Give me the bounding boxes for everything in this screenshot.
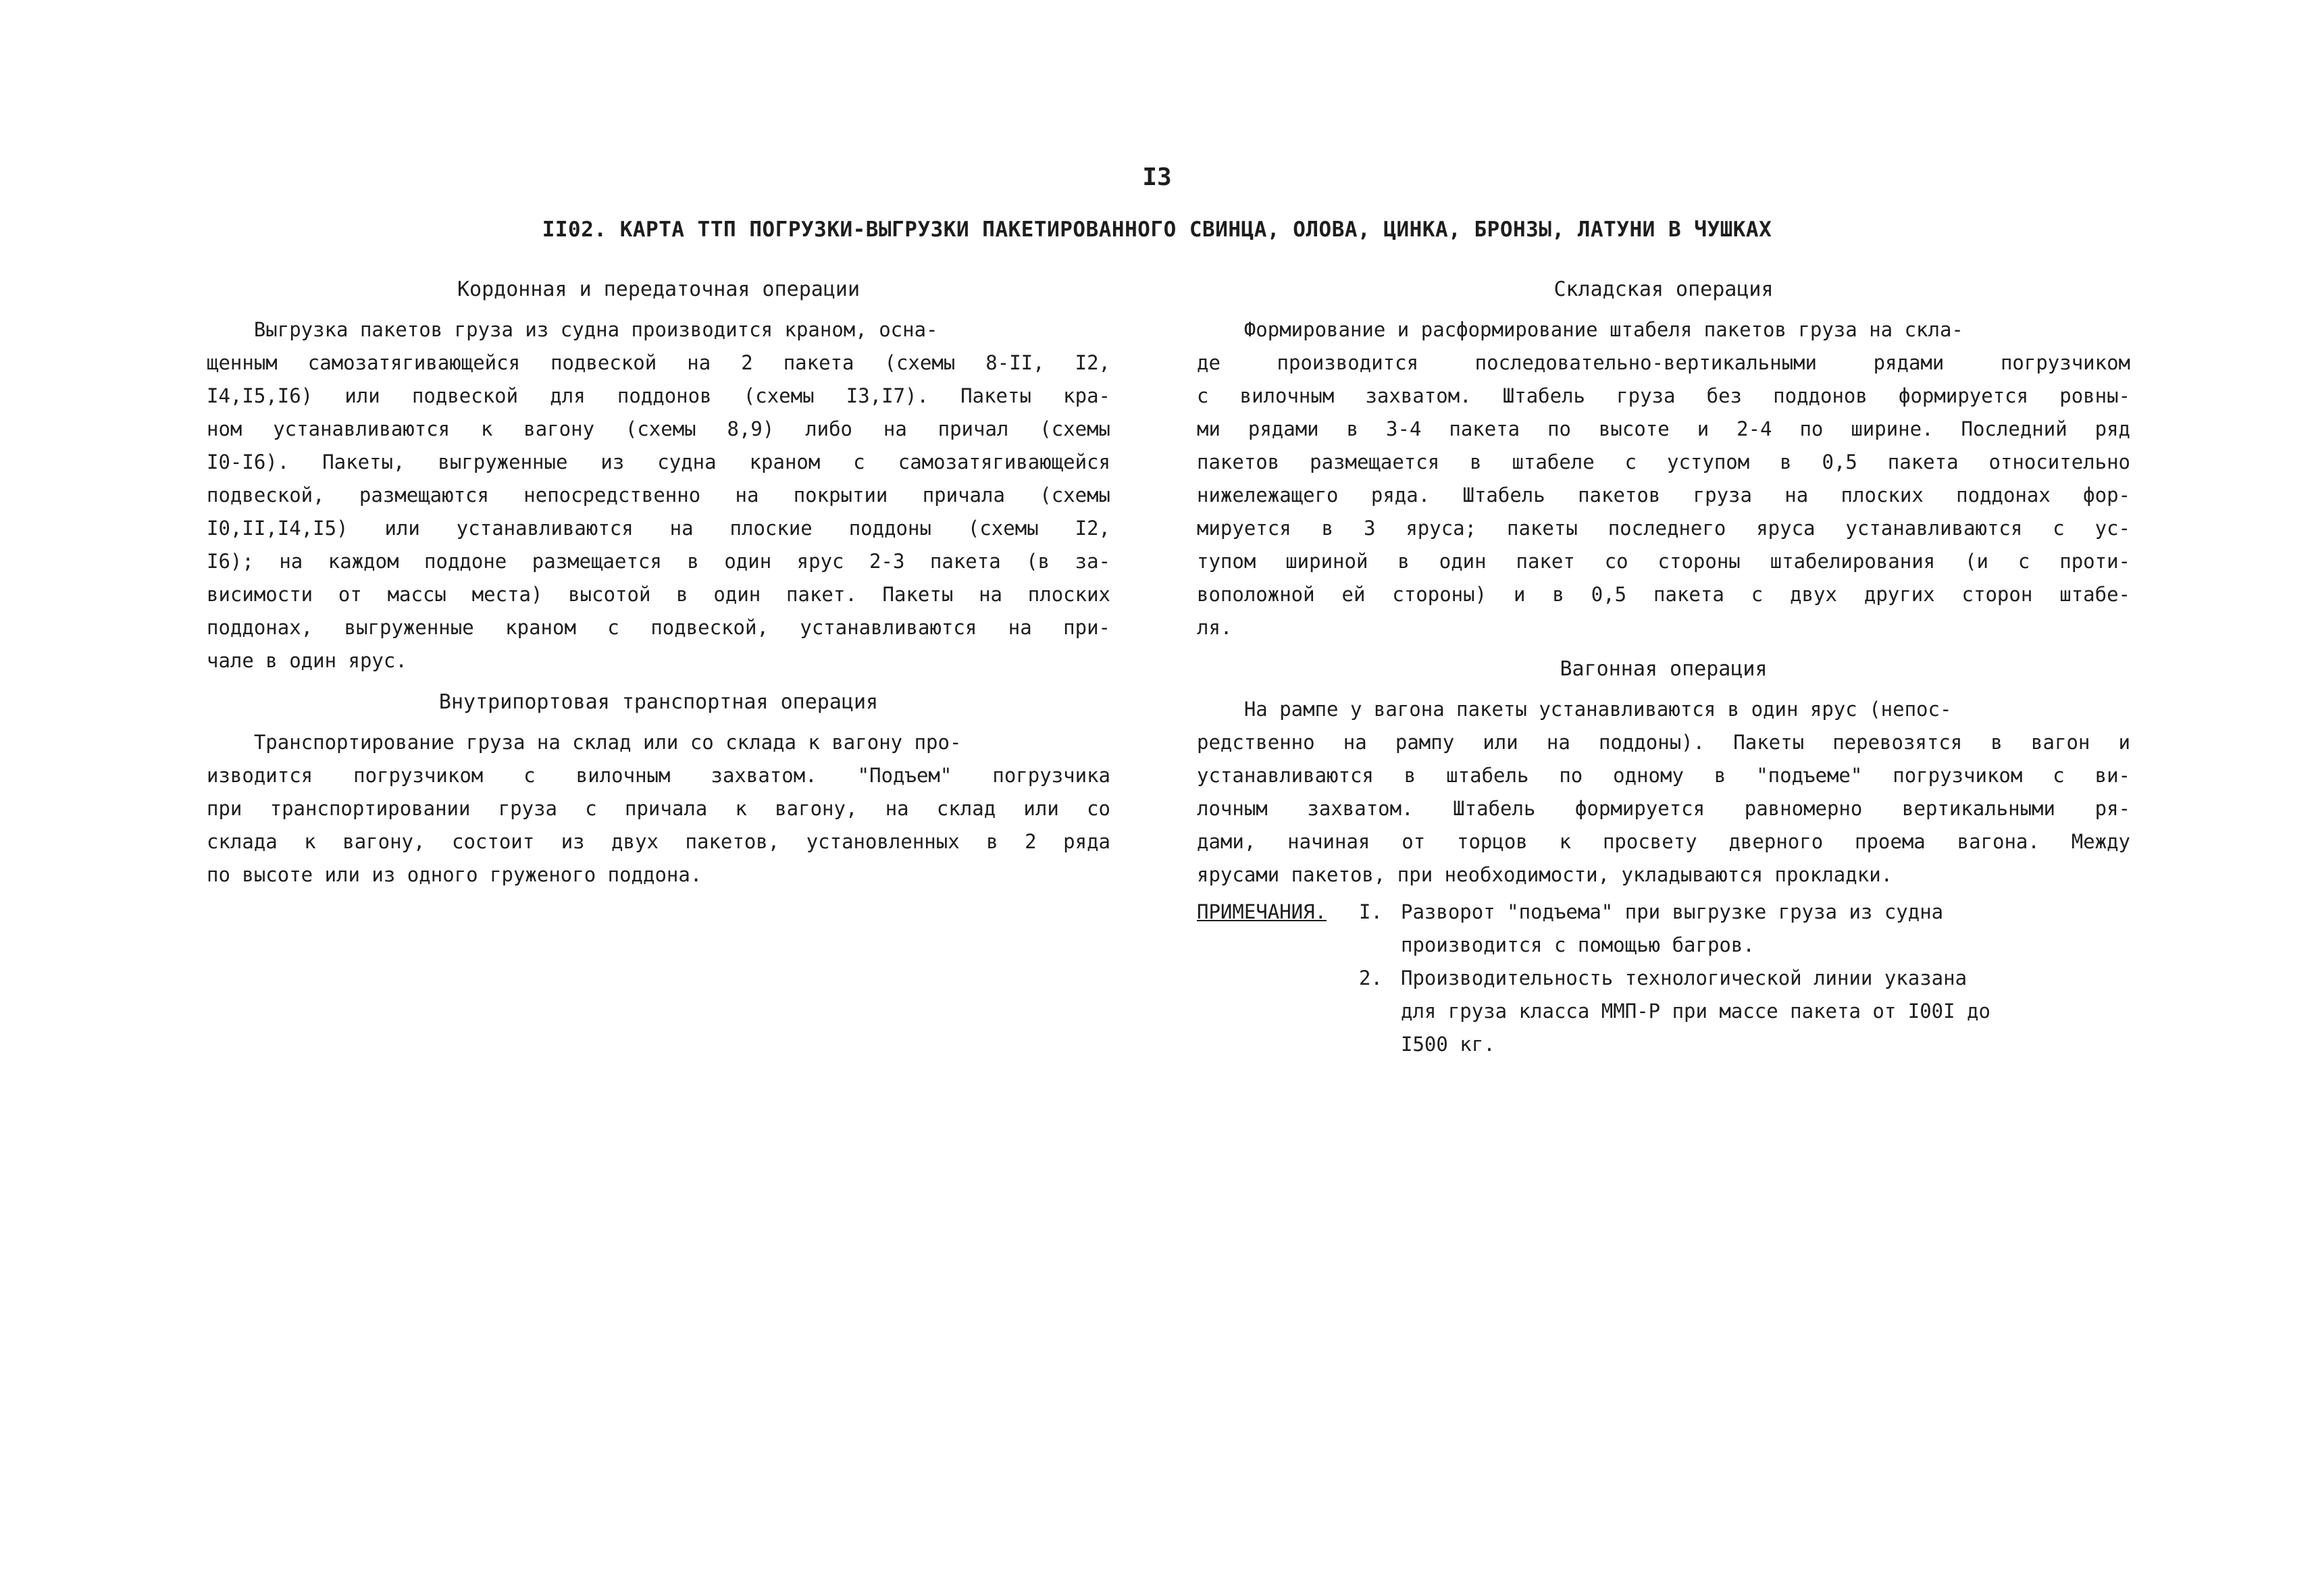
text-line: ля. xyxy=(1197,616,1233,639)
section-heading-wagon-operation: Вагонная операция xyxy=(1560,657,1768,681)
text-line: тупом шириной в один пакет со стороны штабелирования (и с проти- xyxy=(1197,550,2130,573)
page-number: I3 xyxy=(1142,163,1172,191)
paragraph-cordon-operation xyxy=(207,313,1110,677)
text-line: де производится последовательно-вертикальными рядами погрузчиком xyxy=(1197,351,2130,374)
section-heading-warehouse-operation: Складская операция xyxy=(1553,278,1774,301)
text-line: устанавливаются в штабель по одному в "подъеме" погрузчиком с ви- xyxy=(1197,764,2130,787)
note-line: для груза класса ММП-Р при массе пакета от I00I до xyxy=(1401,1000,1990,1023)
text-line: ном устанавливаются к вагону (схемы 8,9) либо на причал (схемы xyxy=(207,417,1110,440)
notes-block xyxy=(1197,896,2130,1061)
paragraph-wagon-operation xyxy=(1197,693,2130,892)
text-line: I4,I5,I6) или подвеской для поддонов (схемы I3,I7). Пакеты кра- xyxy=(207,384,1110,407)
text-line: подвеской, размещаются непосредственно на покрытии причала (схемы xyxy=(207,484,1110,507)
text-line: щенным самозатягивающейся подвеской на 2 пакета (схемы 8-II, I2, xyxy=(207,351,1110,374)
note-line: Производительность технологической линии указана xyxy=(1401,967,1968,989)
note-number: I. xyxy=(1359,900,1383,923)
text-line: лочным захватом. Штабель формируется равномерно вертикальными ря- xyxy=(1197,797,2130,820)
text-line: нижележащего ряда. Штабель пакетов груза на плоских поддонах фор- xyxy=(1197,484,2130,507)
paragraph-warehouse-operation xyxy=(1197,313,2130,644)
text-line: по высоте или из одного груженого поддона. xyxy=(207,863,702,886)
text-line: ярусами пакетов, при необходимости, укладываются прокладки. xyxy=(1197,863,1893,886)
text-line: дами, начиная от торцов к просвету дверного проема вагона. Между xyxy=(1197,830,2130,853)
text-line: пакетов размещается в штабеле с уступом в 0,5 пакета относительно xyxy=(1197,451,2130,473)
text-line: I6); на каждом поддоне размещается в один ярус 2-3 пакета (в за- xyxy=(207,550,1110,573)
text-line: Формирование и расформирование штабеля пакетов груза на скла- xyxy=(1197,318,1963,341)
text-line: изводится погрузчиком с вилочным захватом. "Подъем" погрузчика xyxy=(207,764,1110,787)
text-line: склада к вагону, состоит из двух пакетов, установленных в 2 ряда xyxy=(207,830,1110,853)
text-line: висимости от массы места) высотой в один пакет. Пакеты на плоских xyxy=(207,583,1110,606)
text-line: Транспортирование груза на склад или со склада к вагону про- xyxy=(207,731,962,754)
text-line: I0,II,I4,I5) или устанавливаются на плоские поддоны (схемы I2, xyxy=(207,517,1110,540)
text-line: редственно на рампу или на поддоны). Пакеты перевозятся в вагон и xyxy=(1197,731,2130,754)
left-column xyxy=(207,273,1110,892)
note-item xyxy=(1359,962,2130,1061)
notes-title: ПРИМЕЧАНИЯ. xyxy=(1197,900,1327,923)
section-heading-cordon-operation: Кордонная и передаточная операции xyxy=(457,278,860,301)
text-line: с вилочным захватом. Штабель груза без поддонов формируется ровны- xyxy=(1197,384,2130,407)
text-line: поддонах, выгруженные краном с подвеской, устанавливаются на при- xyxy=(207,616,1110,639)
text-line: воположной ей стороны) и в 0,5 пакета с двух других сторон штабе- xyxy=(1197,583,2130,606)
text-line: I0-I6). Пакеты, выгруженные из судна краном с самозатягивающейся xyxy=(207,451,1110,473)
text-line: чале в один ярус. xyxy=(207,649,407,672)
text-line: Выгрузка пакетов груза из судна производится краном, осна- xyxy=(207,318,938,341)
document-title: II02. КАРТА ТТП ПОГРУЗКИ-ВЫГРУЗКИ ПАКЕТИРОВАННОГО СВИНЦА, ОЛОВА, ЦИНКА, БРОНЗЫ, ЛАТУНИ В ЧУШКАХ xyxy=(542,217,1772,242)
note-line: Разворот "подъема" при выгрузке груза из судна xyxy=(1401,900,1944,923)
text-line: На рампе у вагона пакеты устанавливаются в один ярус (непос- xyxy=(1197,698,1952,721)
note-item xyxy=(1359,896,2130,962)
section-heading-intraport-transport: Внутрипортовая транспортная операция xyxy=(438,690,879,714)
text-line: ми рядами в 3-4 пакета по высоте и 2-4 по ширине. Последний ряд xyxy=(1197,417,2130,440)
paragraph-intraport-transport xyxy=(207,726,1110,892)
note-line: I500 кг. xyxy=(1401,1033,1495,1056)
note-number: 2. xyxy=(1359,967,1383,989)
text-line: мируется в 3 яруса; пакеты последнего яруса устанавливаются с ус- xyxy=(1197,517,2130,540)
right-column xyxy=(1197,273,2130,1061)
text-line: при транспортировании груза с причала к вагону, на склад или со xyxy=(207,797,1110,820)
note-line: производится с помощью багров. xyxy=(1401,933,1755,956)
